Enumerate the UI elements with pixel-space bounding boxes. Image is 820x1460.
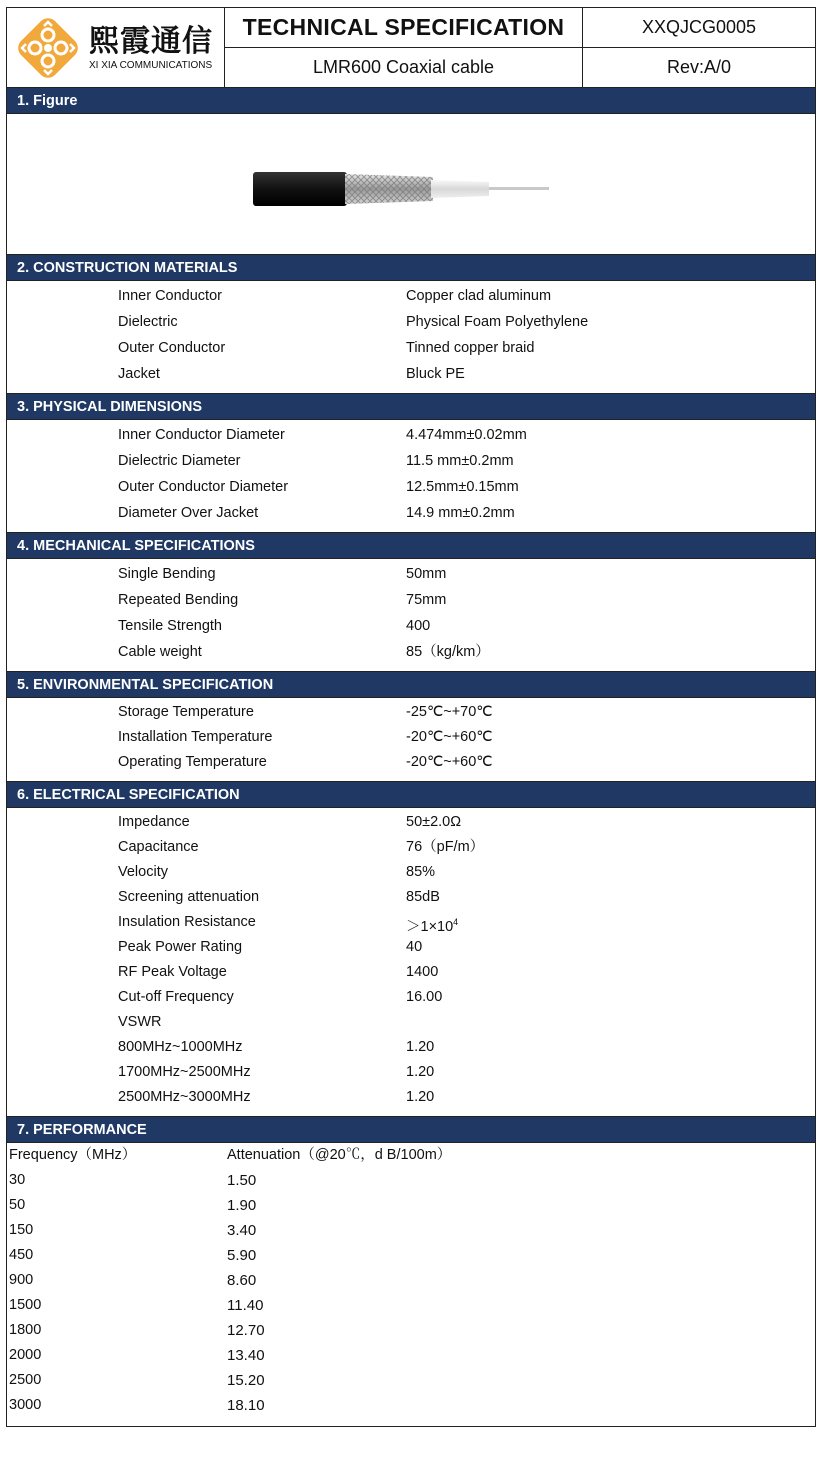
table-row — [7, 639, 815, 665]
section-bar-construction: 2. CONSTRUCTION MATERIALS — [7, 254, 815, 281]
spec-label: Cable weight — [118, 644, 202, 660]
electrical-table — [7, 808, 815, 1116]
spec-label: Inner Conductor — [118, 288, 222, 304]
spec-label: Dielectric Diameter — [118, 453, 241, 469]
frequency-value: 3000 — [9, 1397, 42, 1413]
attenuation-value: 11.40 — [227, 1297, 264, 1314]
table-row — [7, 1035, 815, 1060]
attenuation-value: 12.70 — [227, 1322, 265, 1339]
spec-value — [406, 885, 815, 910]
table-row — [7, 422, 815, 448]
spec-value-text: 76（pF/m） — [406, 839, 485, 855]
spec-value — [406, 587, 815, 613]
spec-label: Tensile Strength — [118, 618, 222, 634]
performance-row — [7, 1343, 815, 1368]
frequency-value: 2000 — [9, 1347, 42, 1363]
spec-value-text: Physical Foam Polyethylene — [406, 314, 589, 330]
spec-label: Single Bending — [118, 566, 216, 582]
table-row — [7, 474, 815, 500]
mechanical-table — [7, 559, 815, 671]
spec-label: Screening attenuation — [118, 889, 260, 905]
physical-table — [7, 420, 815, 532]
spec-value-text: Tinned copper braid — [406, 340, 535, 356]
performance-row — [7, 1168, 815, 1193]
document-title: TECHNICAL SPECIFICATION — [242, 14, 565, 40]
spec-label: Installation Temperature — [118, 729, 273, 745]
frequency-value: 50 — [9, 1197, 26, 1213]
table-row — [7, 309, 815, 335]
table-row — [7, 935, 815, 960]
spec-value — [406, 613, 815, 639]
document-number: XXQJCG0005 — [641, 17, 757, 37]
performance-table — [7, 1143, 815, 1426]
spec-label: Insulation Resistance — [118, 914, 256, 930]
attenuation-value: 13.40 — [227, 1347, 265, 1364]
spec-value — [406, 985, 815, 1010]
section-bar-physical: 3. PHYSICAL DIMENSIONS — [7, 393, 815, 420]
spec-value-text: 1.20 — [406, 1064, 435, 1080]
spec-value — [406, 335, 815, 361]
attenuation-value: 5.90 — [227, 1247, 257, 1264]
table-row — [7, 561, 815, 587]
spec-label: Outer Conductor Diameter — [118, 479, 289, 495]
spec-value-text: 16.00 — [406, 989, 443, 1005]
spec-value — [406, 935, 815, 960]
performance-row — [7, 1268, 815, 1293]
construction-table — [7, 281, 815, 393]
spec-value-text: 75mm — [406, 592, 447, 608]
frequency-value: 900 — [9, 1272, 34, 1288]
company-name-cn: 熙霞通信 — [89, 24, 213, 58]
spec-value-text: 400 — [406, 618, 431, 634]
spec-label: RF Peak Voltage — [118, 964, 227, 980]
spec-label: Capacitance — [118, 839, 199, 855]
coaxial-cable-image — [7, 114, 815, 254]
table-row — [7, 500, 815, 526]
product-name: LMR600 Coaxial cable — [312, 57, 495, 77]
attenuation-value: 1.50 — [227, 1172, 257, 1189]
spec-label: 2500MHz~3000MHz — [118, 1089, 251, 1105]
performance-row — [7, 1218, 815, 1243]
spec-value — [406, 860, 815, 885]
spec-label: 800MHz~1000MHz — [118, 1039, 243, 1055]
spec-label: Operating Temperature — [118, 754, 267, 770]
table-row — [7, 985, 815, 1010]
performance-header-row — [7, 1143, 815, 1168]
spec-value — [406, 1035, 815, 1060]
performance-row — [7, 1393, 815, 1418]
table-row — [7, 448, 815, 474]
spec-value-exponent: 4 — [453, 917, 459, 927]
spec-value — [406, 960, 815, 985]
table-row — [7, 1085, 815, 1110]
performance-row — [7, 1193, 815, 1218]
spec-value — [406, 810, 815, 835]
spec-value — [406, 283, 815, 309]
spec-value — [406, 500, 815, 526]
frequency-value: 1500 — [9, 1297, 42, 1313]
frequency-value: 30 — [9, 1172, 26, 1188]
spec-value-text: 1.20 — [406, 1039, 435, 1055]
spec-value-text: 50mm — [406, 566, 447, 582]
table-row — [7, 700, 815, 725]
spec-label: Velocity — [118, 864, 168, 880]
spec-label: VSWR — [118, 1014, 162, 1030]
spec-label: 1700MHz~2500MHz — [118, 1064, 251, 1080]
spec-value — [406, 1060, 815, 1085]
spec-value-text: -20℃~+60℃ — [406, 729, 493, 745]
table-row — [7, 1060, 815, 1085]
spec-value — [406, 422, 815, 448]
attenuation-value: 1.90 — [227, 1197, 257, 1214]
spec-value-text: 4.474mm±0.02mm — [406, 427, 527, 443]
attenuation-value: 8.60 — [227, 1272, 257, 1289]
frequency-value: 150 — [9, 1222, 34, 1238]
spec-value-text: -25℃~+70℃ — [406, 704, 493, 720]
attenuation-value: 18.10 — [227, 1397, 265, 1414]
spec-value — [406, 1010, 815, 1035]
table-row — [7, 361, 815, 387]
table-row — [7, 810, 815, 835]
spec-value — [406, 835, 815, 860]
spec-label: Outer Conductor — [118, 340, 226, 356]
spec-value — [406, 474, 815, 500]
spec-value-text: 11.5 mm±0.2mm — [406, 453, 514, 469]
spec-label: Diameter Over Jacket — [118, 505, 259, 521]
table-row — [7, 1010, 815, 1035]
spec-value-text: Copper clad aluminum — [406, 288, 552, 304]
spec-value-text: 85（kg/km） — [406, 644, 490, 660]
cable-figure — [7, 114, 815, 254]
table-row — [7, 750, 815, 775]
section-bar-mechanical: 4. MECHANICAL SPECIFICATIONS — [7, 532, 815, 559]
section-bar-figure: 1. Figure — [7, 88, 815, 114]
frequency-value: 450 — [9, 1247, 34, 1263]
attenuation-column-header: Attenuation（@20℃，d B/100m） — [227, 1147, 452, 1163]
table-row — [7, 860, 815, 885]
section-bar-environmental: 5. ENVIRONMENTAL SPECIFICATION — [7, 671, 815, 698]
section-bar-performance: 7. PERFORMANCE — [7, 1116, 815, 1143]
spec-value-text: 85dB — [406, 889, 440, 905]
spec-label: Jacket — [118, 366, 160, 382]
spec-value — [406, 725, 815, 750]
table-row — [7, 283, 815, 309]
spec-value-text: 12.5mm±0.15mm — [406, 479, 519, 495]
document-header — [7, 8, 815, 88]
table-row — [7, 725, 815, 750]
spec-value — [406, 639, 815, 665]
attenuation-value: 15.20 — [227, 1372, 265, 1389]
spec-value — [406, 309, 815, 335]
table-row — [7, 587, 815, 613]
spec-label: Inner Conductor Diameter — [118, 427, 285, 443]
table-row — [7, 613, 815, 639]
performance-row — [7, 1293, 815, 1318]
spec-value — [406, 700, 815, 725]
spec-value-text: 1400 — [406, 964, 439, 980]
frequency-value: 2500 — [9, 1372, 42, 1388]
spec-label: Peak Power Rating — [118, 939, 243, 955]
spec-label: Repeated Bending — [118, 592, 239, 608]
spec-value — [406, 1085, 815, 1110]
spec-value-text: 14.9 mm±0.2mm — [406, 505, 515, 521]
table-row — [7, 960, 815, 985]
attenuation-value: 3.40 — [227, 1222, 257, 1239]
spec-label: Impedance — [118, 814, 190, 830]
company-logo-icon — [11, 11, 85, 85]
frequency-column-header: Frequency（MHz） — [9, 1147, 137, 1163]
spec-value — [406, 448, 815, 474]
performance-row — [7, 1318, 815, 1343]
spec-sheet — [6, 7, 816, 1427]
frequency-value: 1800 — [9, 1322, 42, 1338]
environmental-table — [7, 698, 815, 781]
table-row — [7, 910, 815, 935]
performance-row — [7, 1243, 815, 1268]
section-bar-electrical: 6. ELECTRICAL SPECIFICATION — [7, 781, 815, 808]
spec-value — [406, 910, 815, 935]
revision: Rev:A/0 — [666, 57, 732, 77]
spec-label: Cut-off Frequency — [118, 989, 234, 1005]
spec-value — [406, 361, 815, 387]
spec-value-text: Bluck PE — [406, 366, 465, 382]
spec-value — [406, 750, 815, 775]
table-row — [7, 335, 815, 361]
spec-value-text: -20℃~+60℃ — [406, 754, 493, 770]
spec-value-text: 1.20 — [406, 1089, 435, 1105]
spec-value-text: ＞1×10 — [406, 918, 454, 935]
performance-row — [7, 1368, 815, 1393]
spec-value-text: 85% — [406, 864, 436, 880]
company-logo-cell — [7, 8, 225, 87]
spec-label: Storage Temperature — [118, 704, 254, 720]
spec-label: Dielectric — [118, 314, 178, 330]
table-row — [7, 835, 815, 860]
company-name-en: XI XIA COMMUNICATIONS — [89, 59, 213, 71]
spec-value-text: 50±2.0Ω — [406, 814, 462, 830]
spec-value-text: 40 — [406, 939, 423, 955]
spec-value — [406, 561, 815, 587]
table-row — [7, 885, 815, 910]
